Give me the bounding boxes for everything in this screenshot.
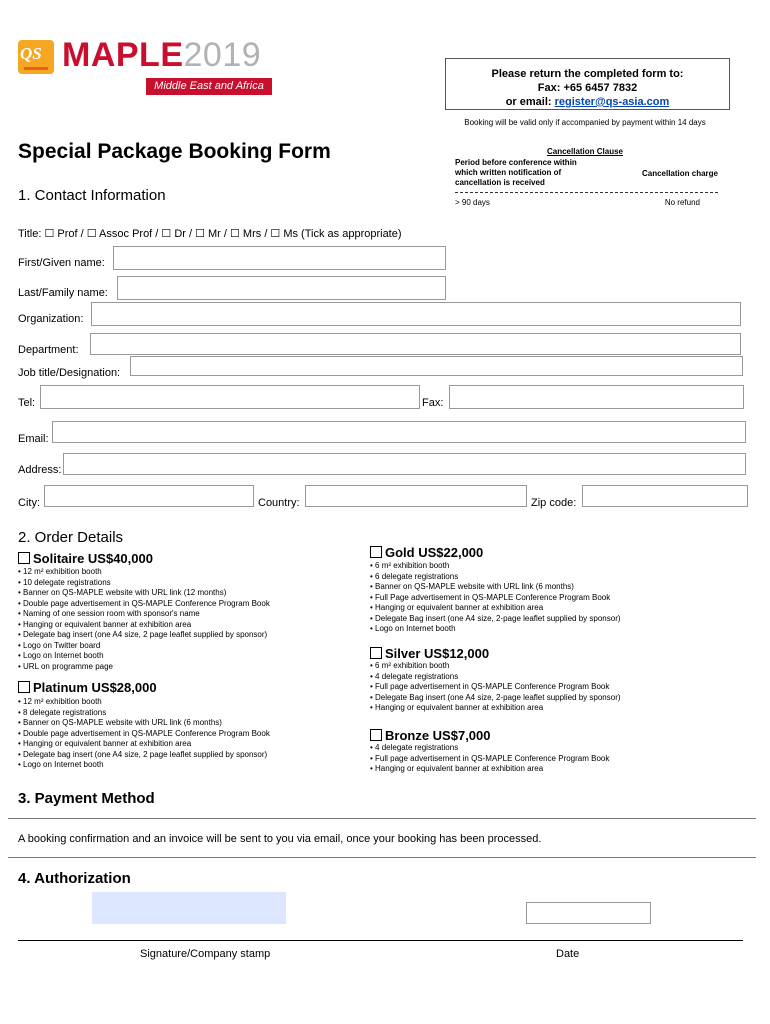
bronze-checkbox[interactable] [370, 729, 382, 741]
platinum-features [18, 697, 348, 771]
feature-item: • Hanging or equivalent banner at exhibition area [18, 739, 348, 750]
validity-note: Booking will be valid only if accompanied by payment within 14 days [464, 118, 706, 127]
organization-field[interactable] [91, 302, 741, 326]
bronze-features [370, 743, 730, 775]
feature-item: • Logo on Twitter board [18, 641, 348, 652]
first-name-field[interactable] [113, 246, 446, 270]
order-heading: 2. Order Details [18, 529, 124, 546]
feature-item: • 4 delegate registrations [370, 672, 730, 683]
feature-item: • Delegate Bag insert (one A4 size, 2-page leaflet supplied by sponsor) [370, 614, 730, 625]
job-title-field[interactable] [130, 356, 743, 376]
zip-field[interactable] [582, 485, 748, 507]
feature-item: • 12 m² exhibition booth [18, 567, 348, 578]
feature-item: • Full page advertisement in QS-MAPLE Conference Program Book [370, 754, 730, 765]
email-field[interactable] [52, 421, 746, 443]
solitaire-option[interactable]: Solitaire US$40,000 [18, 551, 153, 566]
feature-item: • Banner on QS-MAPLE website with URL link (6 months) [370, 582, 730, 593]
feature-item: • Double page advertisement in QS-MAPLE Conference Program Book [18, 729, 348, 740]
tel-label: Tel: [18, 397, 36, 409]
city-field[interactable] [44, 485, 254, 507]
return-email-line: or email: register@qs-asia.com [505, 96, 670, 108]
feature-item: • Full page advertisement in QS-MAPLE Conference Program Book [370, 682, 730, 693]
first-name-label: First/Given name: [18, 257, 105, 269]
feature-item: • Logo on Internet booth [18, 651, 348, 662]
feature-item: • Delegate bag insert (one A4 size, 2 page leaflet supplied by sponsor) [18, 750, 348, 761]
organization-label: Organization: [18, 313, 84, 325]
form-title: Special Package Booking Form [18, 140, 331, 163]
fax-label: Fax: [422, 397, 444, 409]
logo-subtitle: Middle East and Africa [146, 78, 272, 95]
feature-item: • Full Page advertisement in QS-MAPLE Conference Program Book [370, 593, 730, 604]
feature-item: • Hanging or equivalent banner at exhibition area [370, 603, 730, 614]
feature-item: • 10 delegate registrations [18, 578, 348, 589]
feature-item: • URL on programme page [18, 662, 348, 673]
department-label: Department: [18, 344, 79, 356]
email-link[interactable]: register@qs-asia.com [554, 96, 670, 108]
date-field[interactable] [526, 902, 651, 924]
feature-item: • Banner on QS-MAPLE website with URL link (6 months) [18, 718, 348, 729]
return-line1: Please return the completed form to: [491, 68, 684, 80]
silver-checkbox[interactable] [370, 647, 382, 659]
qs-logo-icon: QS [18, 40, 54, 74]
clause-row-charge: No refund [664, 198, 700, 207]
fax-field[interactable] [449, 385, 744, 409]
feature-item: • 6 delegate registrations [370, 572, 730, 583]
feature-item: • 12 m² exhibition booth [18, 697, 348, 708]
feature-item: • Delegate bag insert (one A4 size, 2 page leaflet supplied by sponsor) [18, 630, 348, 641]
contact-heading: 1. Contact Information [18, 187, 166, 204]
feature-item: • Hanging or equivalent banner at exhibition area [18, 620, 348, 631]
feature-item: • Delegate Bag insert (one A4 size, 2-page leaflet supplied by sponsor) [370, 693, 730, 704]
zip-label: Zip code: [531, 497, 577, 509]
last-name-field[interactable] [117, 276, 446, 300]
platinum-checkbox[interactable] [18, 681, 30, 693]
tel-field[interactable] [40, 385, 420, 409]
signature-line [18, 940, 743, 941]
feature-item: • 6 m² exhibition booth [370, 561, 730, 572]
clause-row-period: > 90 days [455, 198, 490, 207]
clause-divider [455, 192, 718, 193]
cancellation-clause-title: Cancellation Clause [546, 147, 624, 156]
feature-item: • Banner on QS-MAPLE website with URL link (12 months) [18, 588, 348, 599]
divider [8, 818, 756, 819]
signature-field[interactable] [92, 892, 286, 924]
payment-text: A booking confirmation and an invoice will be sent to you via email, once your booking has been processed. [18, 833, 542, 845]
feature-item: • Double page advertisement in QS-MAPLE Conference Program Book [18, 599, 348, 610]
feature-item: • Logo on Internet booth [18, 760, 348, 771]
clause-header-period: Period before conference within which written notification of cancellation is received [455, 158, 577, 187]
address-field[interactable] [63, 453, 746, 475]
department-field[interactable] [90, 333, 741, 355]
gold-checkbox[interactable] [370, 546, 382, 558]
last-name-label: Last/Family name: [18, 287, 108, 299]
gold-option[interactable]: Gold US$22,000 [370, 545, 483, 560]
feature-item: • Naming of one session room with sponsor's name [18, 609, 348, 620]
return-fax: Fax: +65 6457 7832 [537, 82, 638, 94]
authorization-heading: 4. Authorization [18, 870, 131, 887]
maple-logo: MAPLE2019 [62, 36, 262, 74]
country-field[interactable] [305, 485, 527, 507]
feature-item: • Hanging or equivalent banner at exhibition area [370, 764, 730, 775]
feature-item: • Logo on Internet booth [370, 624, 730, 635]
return-info-box [445, 58, 730, 110]
date-label: Date [556, 948, 580, 960]
solitaire-features [18, 567, 348, 672]
signature-label: Signature/Company stamp [140, 948, 271, 960]
clause-header-charge: Cancellation charge [641, 169, 718, 178]
silver-option[interactable]: Silver US$12,000 [370, 646, 489, 661]
divider [8, 857, 756, 858]
feature-item: • Hanging or equivalent banner at exhibition area [370, 703, 730, 714]
platinum-option[interactable]: Platinum US$28,000 [18, 680, 157, 695]
address-label: Address: [18, 464, 62, 476]
city-label: City: [18, 497, 40, 509]
title-options[interactable]: Title: ☐ Prof / ☐ Assoc Prof / ☐ Dr / ☐ Mr / ☐ Mrs / ☐ Ms (Tick as appropriate) [18, 228, 402, 240]
silver-features [370, 661, 730, 714]
bronze-option[interactable]: Bronze US$7,000 [370, 728, 491, 743]
feature-item: • 4 delegate registrations [370, 743, 730, 754]
job-title-label: Job title/Designation: [18, 367, 121, 379]
country-label: Country: [258, 497, 300, 509]
feature-item: • 6 m² exhibition booth [370, 661, 730, 672]
gold-features [370, 561, 730, 635]
payment-heading: 3. Payment Method [18, 790, 155, 807]
solitaire-checkbox[interactable] [18, 552, 30, 564]
email-label: Email: [18, 433, 49, 445]
feature-item: • 8 delegate registrations [18, 708, 348, 719]
